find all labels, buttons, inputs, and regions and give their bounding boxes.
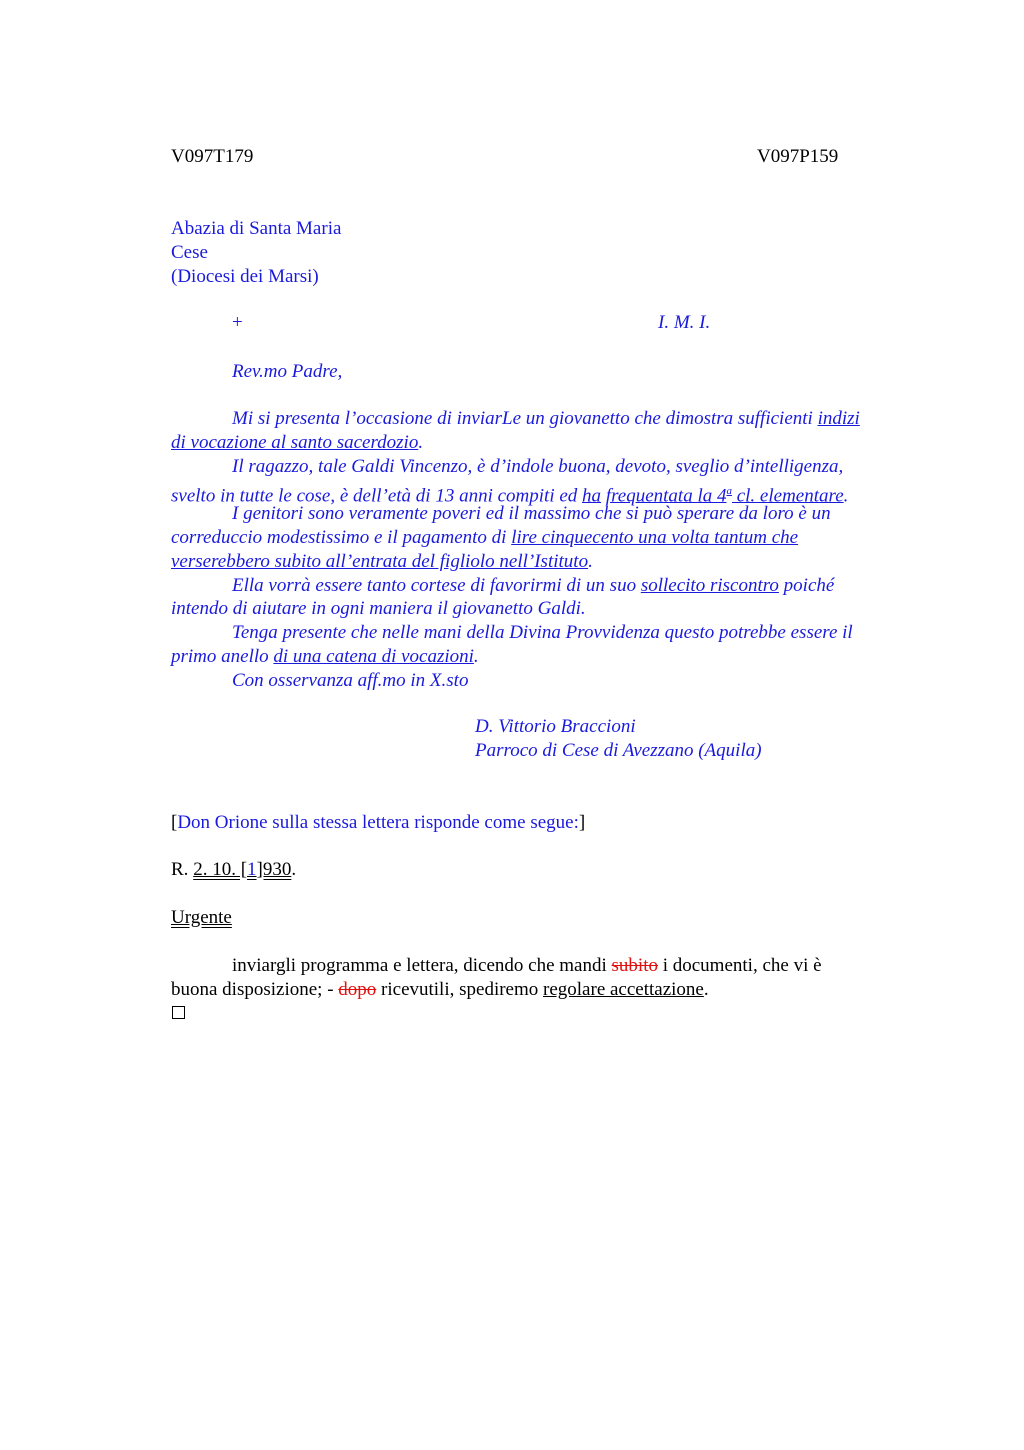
letter-p5-line-1: Tenga presente che nelle mani della Divina Provvidenza questo potrebbe essere il — [232, 622, 853, 643]
reply-date: R. 2. 10. [1]930. — [171, 859, 297, 880]
letterhead-line-3: (Diocesi dei Marsi) — [171, 266, 319, 287]
invocation-imi: I. M. I. — [658, 312, 711, 333]
letter-p1-line-1: Mi si presenta l’occasione di inviarLe un giovanetto che dimostra sufficienti indizi — [232, 408, 860, 429]
checkbox-empty-icon — [172, 1006, 185, 1019]
urgent-label: Urgente — [171, 907, 232, 928]
editorial-note: [Don Orione sulla stessa lettera risponde come segue:] — [171, 812, 586, 833]
letter-p3-line-3: verserebbero subito all’entrata del figliolo nell’Istituto. — [171, 551, 593, 572]
letter-p3-line-2: correduccio modestissimo e il pagamento di lire cinquecento una volta tantum che — [171, 527, 799, 548]
letter-p2-line-2: svelto in tutte le cose, è dell’età di 13 anni compiti ed ha frequentata la 4$^a$ cl. elementare. — [171, 485, 849, 507]
letterhead-line-2: Cese — [171, 242, 208, 263]
reply-line-2: buona disposizione; - dopo ricevutili, spediremo regolare accettazione. — [171, 979, 709, 1000]
letter-p4-line-2: intendo di aiutare in ogni maniera il giovanetto Galdi. — [171, 598, 586, 619]
salutation: Rev.mo Padre, — [232, 361, 343, 382]
letter-p1-line-2: di vocazione al santo sacerdozio. — [171, 432, 424, 453]
document-code-right: V097P159 — [757, 146, 839, 167]
reply-line-1: inviargli programma e lettera, dicendo che mandi subito i documenti, che vi è — [232, 955, 822, 976]
letter-p2-line-1: Il ragazzo, tale Galdi Vincenzo, è d’indole buona, devoto, sveglio d’intelligenza, — [232, 456, 844, 477]
letter-p3-line-1: I genitori sono veramente poveri ed il massimo che si può sperare da loro è un — [232, 503, 831, 524]
letter-p5-line-2: primo anello di una catena di vocazioni. — [171, 646, 479, 667]
letter-p4-line-1: Ella vorrà essere tanto cortese di favorirmi di un suo sollecito riscontro poiché — [232, 575, 835, 596]
cross-symbol: + — [232, 312, 243, 333]
closing: Con osservanza aff.mo in X.sto — [232, 670, 469, 691]
signature-title: Parroco di Cese di Avezzano (Aquila) — [475, 740, 762, 761]
letterhead-line-1: Abazia di Santa Maria — [171, 218, 342, 239]
document-code-left: V097T179 — [171, 146, 254, 167]
signature-name: D. Vittorio Braccioni — [475, 716, 636, 737]
